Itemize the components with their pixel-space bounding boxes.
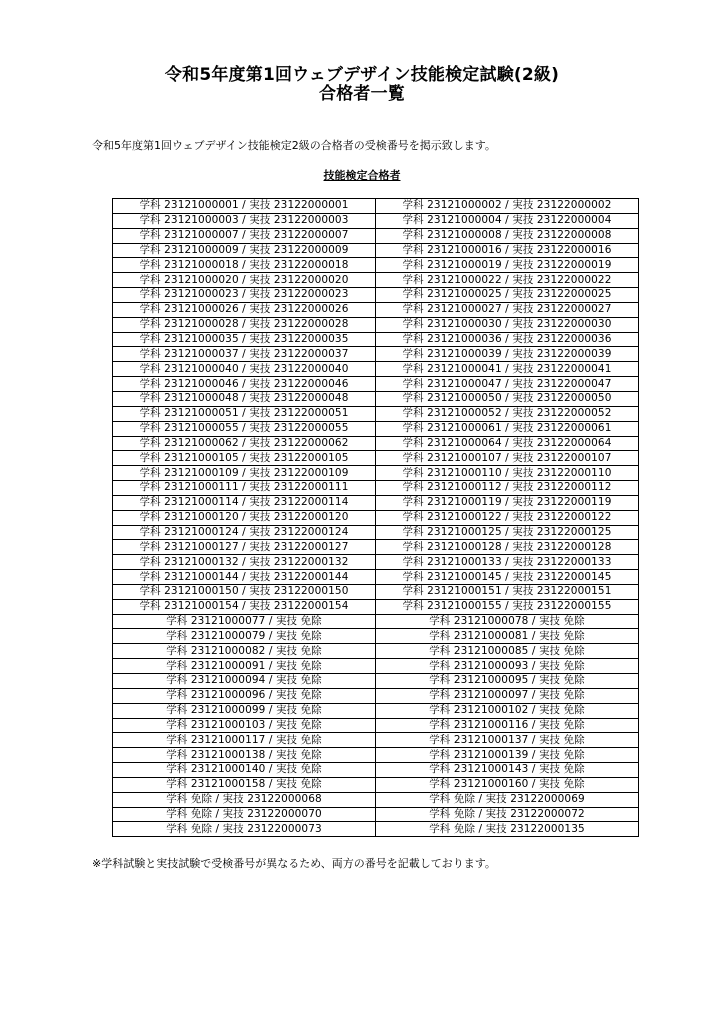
result-cell-left: 学科 免除 / 実技 23122000073 — [113, 822, 376, 837]
table-row — [113, 807, 639, 822]
result-cell-left: 学科 23121000035 / 実技 23122000035 — [113, 332, 376, 347]
result-cell-left: 学科 23121000154 / 実技 23122000154 — [113, 599, 376, 614]
result-cell-right: 学科 23121000093 / 実技 免除 — [376, 659, 639, 674]
table-row — [113, 332, 639, 347]
table-row — [113, 362, 639, 377]
table-row — [113, 495, 639, 510]
result-cell-left: 学科 23121000055 / 実技 23122000055 — [113, 421, 376, 436]
table-heading: 技能検定合格者 — [323, 169, 401, 182]
result-cell-left: 学科 23121000040 / 実技 23122000040 — [113, 362, 376, 377]
result-cell-right: 学科 23121000125 / 実技 23122000125 — [376, 525, 639, 540]
result-cell-left: 学科 23121000099 / 実技 免除 — [113, 703, 376, 718]
table-row — [113, 688, 639, 703]
result-cell-left: 学科 23121000023 / 実技 23122000023 — [113, 288, 376, 303]
result-cell-left: 学科 23121000109 / 実技 23122000109 — [113, 466, 376, 481]
table-row — [113, 703, 639, 718]
result-cell-left: 学科 23121000103 / 実技 免除 — [113, 718, 376, 733]
table-row — [113, 748, 639, 763]
table-row — [113, 510, 639, 525]
table-row — [113, 377, 639, 392]
result-cell-left: 学科 23121000046 / 実技 23122000046 — [113, 377, 376, 392]
result-cell-left: 学科 23121000120 / 実技 23122000120 — [113, 510, 376, 525]
result-cell-right: 学科 23121000155 / 実技 23122000155 — [376, 599, 639, 614]
table-row — [113, 228, 639, 243]
table-row — [113, 436, 639, 451]
result-cell-left: 学科 23121000091 / 実技 免除 — [113, 659, 376, 674]
result-cell-left: 学科 23121000096 / 実技 免除 — [113, 688, 376, 703]
result-cell-left: 学科 23121000003 / 実技 23122000003 — [113, 213, 376, 228]
result-cell-right: 学科 23121000016 / 実技 23122000016 — [376, 243, 639, 258]
result-cell-left: 学科 23121000001 / 実技 23122000001 — [113, 199, 376, 214]
results-table — [112, 198, 639, 837]
table-row — [113, 584, 639, 599]
table-row — [113, 199, 639, 214]
result-cell-left: 学科 23121000127 / 実技 23122000127 — [113, 540, 376, 555]
table-row — [113, 421, 639, 436]
table-row — [113, 258, 639, 273]
result-cell-right: 学科 23121000041 / 実技 23122000041 — [376, 362, 639, 377]
result-cell-right: 学科 23121000122 / 実技 23122000122 — [376, 510, 639, 525]
table-row — [113, 792, 639, 807]
result-cell-left: 学科 23121000062 / 実技 23122000062 — [113, 436, 376, 451]
table-row — [113, 763, 639, 778]
result-cell-right: 学科 23121000133 / 実技 23122000133 — [376, 555, 639, 570]
result-cell-right: 学科 23121000019 / 実技 23122000019 — [376, 258, 639, 273]
result-cell-right: 学科 23121000112 / 実技 23122000112 — [376, 481, 639, 496]
result-cell-left: 学科 23121000018 / 実技 23122000018 — [113, 258, 376, 273]
table-row — [113, 481, 639, 496]
results-table-body — [113, 199, 639, 837]
result-cell-right: 学科 23121000030 / 実技 23122000030 — [376, 317, 639, 332]
table-row — [113, 525, 639, 540]
result-cell-right: 学科 23121000050 / 実技 23122000050 — [376, 391, 639, 406]
result-cell-right: 学科 免除 / 実技 23122000135 — [376, 822, 639, 837]
result-cell-right: 学科 23121000078 / 実技 免除 — [376, 614, 639, 629]
result-cell-right: 学科 23121000110 / 実技 23122000110 — [376, 466, 639, 481]
result-cell-right: 学科 23121000119 / 実技 23122000119 — [376, 495, 639, 510]
result-cell-left: 学科 23121000020 / 実技 23122000020 — [113, 273, 376, 288]
result-cell-right: 学科 23121000008 / 実技 23122000008 — [376, 228, 639, 243]
result-cell-right: 学科 23121000097 / 実技 免除 — [376, 688, 639, 703]
table-row — [113, 644, 639, 659]
result-cell-left: 学科 23121000150 / 実技 23122000150 — [113, 584, 376, 599]
table-row — [113, 451, 639, 466]
table-row — [113, 570, 639, 585]
table-row — [113, 406, 639, 421]
result-cell-left: 学科 23121000028 / 実技 23122000028 — [113, 317, 376, 332]
result-cell-left: 学科 23121000114 / 実技 23122000114 — [113, 495, 376, 510]
result-cell-right: 学科 23121000022 / 実技 23122000022 — [376, 273, 639, 288]
title-line-1: 令和5年度第1回ウェブデザイン技能検定試験(2級) — [164, 65, 560, 85]
result-cell-right: 学科 23121000027 / 実技 23122000027 — [376, 302, 639, 317]
result-cell-left: 学科 23121000037 / 実技 23122000037 — [113, 347, 376, 362]
result-cell-left: 学科 23121000007 / 実技 23122000007 — [113, 228, 376, 243]
result-cell-right: 学科 23121000151 / 実技 23122000151 — [376, 584, 639, 599]
table-row — [113, 674, 639, 689]
result-cell-right: 学科 23121000004 / 実技 23122000004 — [376, 213, 639, 228]
document-title — [0, 66, 724, 104]
result-cell-left: 学科 23121000140 / 実技 免除 — [113, 763, 376, 778]
result-cell-right: 学科 免除 / 実技 23122000072 — [376, 807, 639, 822]
footnote: ※学科試験と実技試験で受検番号が異なるため、両方の番号を記載しております。 — [92, 857, 496, 870]
table-row — [113, 629, 639, 644]
result-cell-right: 学科 23121000039 / 実技 23122000039 — [376, 347, 639, 362]
table-row — [113, 614, 639, 629]
result-cell-right: 学科 23121000102 / 実技 免除 — [376, 703, 639, 718]
result-cell-right: 学科 23121000137 / 実技 免除 — [376, 733, 639, 748]
table-row — [113, 317, 639, 332]
title-line-2: 合格者一覧 — [319, 84, 405, 104]
result-cell-right: 学科 免除 / 実技 23122000069 — [376, 792, 639, 807]
result-cell-left: 学科 23121000111 / 実技 23122000111 — [113, 481, 376, 496]
intro-text: 令和5年度第1回ウェブデザイン技能検定2級の合格者の受検番号を掲示致します。 — [92, 139, 496, 152]
result-cell-right: 学科 23121000139 / 実技 免除 — [376, 748, 639, 763]
result-cell-left: 学科 23121000144 / 実技 23122000144 — [113, 570, 376, 585]
result-cell-right: 学科 23121000116 / 実技 免除 — [376, 718, 639, 733]
result-cell-left: 学科 23121000079 / 実技 免除 — [113, 629, 376, 644]
result-cell-right: 学科 23121000064 / 実技 23122000064 — [376, 436, 639, 451]
result-cell-left: 学科 23121000124 / 実技 23122000124 — [113, 525, 376, 540]
table-row — [113, 659, 639, 674]
result-cell-left: 学科 23121000158 / 実技 免除 — [113, 777, 376, 792]
result-cell-right: 学科 23121000002 / 実技 23122000002 — [376, 199, 639, 214]
result-cell-left: 学科 23121000138 / 実技 免除 — [113, 748, 376, 763]
result-cell-left: 学科 23121000117 / 実技 免除 — [113, 733, 376, 748]
result-cell-right: 学科 23121000160 / 実技 免除 — [376, 777, 639, 792]
result-cell-left: 学科 23121000094 / 実技 免除 — [113, 674, 376, 689]
result-cell-right: 学科 23121000036 / 実技 23122000036 — [376, 332, 639, 347]
table-row — [113, 540, 639, 555]
result-cell-right: 学科 23121000052 / 実技 23122000052 — [376, 406, 639, 421]
result-cell-right: 学科 23121000085 / 実技 免除 — [376, 644, 639, 659]
table-row — [113, 288, 639, 303]
result-cell-left: 学科 免除 / 実技 23122000068 — [113, 792, 376, 807]
result-cell-right: 学科 23121000145 / 実技 23122000145 — [376, 570, 639, 585]
result-cell-left: 学科 23121000077 / 実技 免除 — [113, 614, 376, 629]
result-cell-left: 学科 23121000051 / 実技 23122000051 — [113, 406, 376, 421]
result-cell-right: 学科 23121000095 / 実技 免除 — [376, 674, 639, 689]
table-row — [113, 391, 639, 406]
result-cell-right: 学科 23121000143 / 実技 免除 — [376, 763, 639, 778]
table-row — [113, 347, 639, 362]
result-cell-right: 学科 23121000061 / 実技 23122000061 — [376, 421, 639, 436]
table-row — [113, 777, 639, 792]
table-row — [113, 273, 639, 288]
result-cell-left: 学科 23121000105 / 実技 23122000105 — [113, 451, 376, 466]
result-cell-right: 学科 23121000107 / 実技 23122000107 — [376, 451, 639, 466]
result-cell-right: 学科 23121000025 / 実技 23122000025 — [376, 288, 639, 303]
result-cell-left: 学科 23121000009 / 実技 23122000009 — [113, 243, 376, 258]
result-cell-left: 学科 免除 / 実技 23122000070 — [113, 807, 376, 822]
table-row — [113, 466, 639, 481]
table-row — [113, 822, 639, 837]
table-row — [113, 555, 639, 570]
result-cell-right: 学科 23121000081 / 実技 免除 — [376, 629, 639, 644]
result-cell-left: 学科 23121000026 / 実技 23122000026 — [113, 302, 376, 317]
table-row — [113, 733, 639, 748]
table-row — [113, 243, 639, 258]
result-cell-left: 学科 23121000048 / 実技 23122000048 — [113, 391, 376, 406]
result-cell-right: 学科 23121000128 / 実技 23122000128 — [376, 540, 639, 555]
table-row — [113, 718, 639, 733]
result-cell-left: 学科 23121000082 / 実技 免除 — [113, 644, 376, 659]
result-cell-left: 学科 23121000132 / 実技 23122000132 — [113, 555, 376, 570]
table-row — [113, 599, 639, 614]
result-cell-right: 学科 23121000047 / 実技 23122000047 — [376, 377, 639, 392]
table-row — [113, 213, 639, 228]
table-row — [113, 302, 639, 317]
